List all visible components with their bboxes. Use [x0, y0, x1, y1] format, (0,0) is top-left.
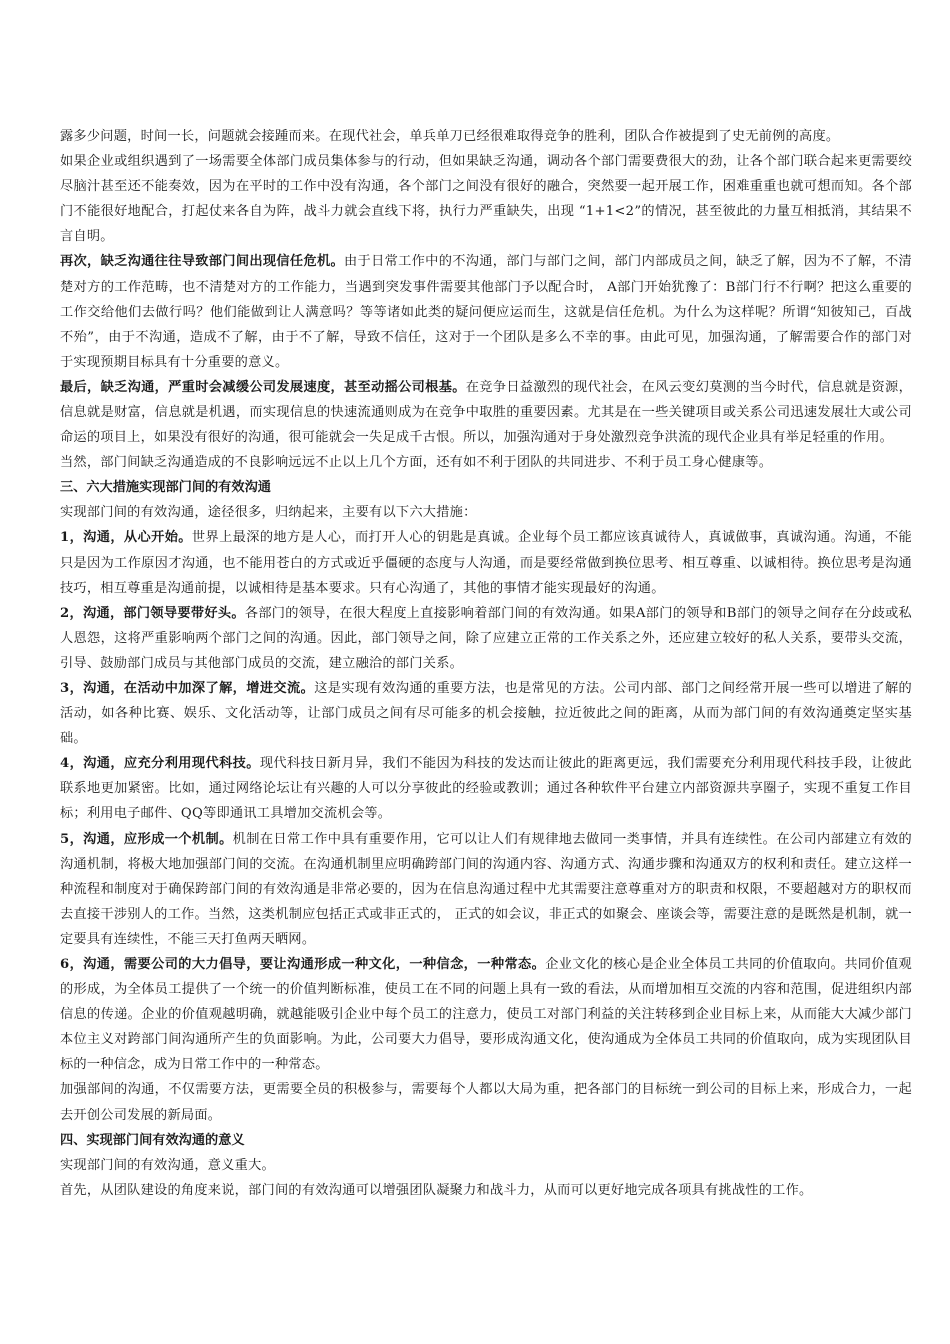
paragraph-joint-action: 如果企业或组织遇到了一场需要全体部门成员集体参与的行动，但如果缺乏沟通，调动各个部门需要费很大的劲，让各个部门联合起来更需要绞尽脑汁甚至还不能奏效，因为在平时的工作中没有沟通，各个部门之间没有很好的融合，突然要一起开展工作，困难重重也就可想而知。各个部门不能很好地配合，打起仗来各自为阵，战斗力就会直线下将，执行力严重缺失，出现 “1+1<2”的情况，甚至彼此的力量互相抵消，其结果不言自明。 — [60, 154, 912, 245]
paragraph-body: 在竞争日益激烈的现代社会，在风云变幻莫测的当今时代，信息就是资源，信息就是财富，信息就是机遇，而实现信息的快速流通则成为在竞争中取胜的重要因素。尤其是在一些关键项目或关系公司迅速发展壮大或公司命运的项目上，如果没有很好的沟通，很可能就会一失足成千古恨。所以，加强沟通对于身处激烈竞争洪流的现代企业具有举足轻重的作用。 — [60, 379, 913, 446]
measure-body: 各部门的领导，在很大程度上直接影响着部门间的有效沟通。如果A部门的领导和B部门的领导之间存在分歧或私人恩怨，这将严重影响两个部门之间的沟通。因此，部门领导之间，除了应建立正常的工作关系之外，还应建立较好的私人关系，要带头交流，引导、鼓励部门成员与其他部门成员的交流，建立融洽的部门关系。 — [60, 605, 912, 671]
measure-item-2 — [60, 601, 912, 676]
measure-body: 世界上最深的地方是人心，而打开人心的钥匙是真诚。企业每个员工都应该真诚待人，真诚做事，真诚沟通。沟通，不能只是因为工作原因才沟通，也不能用苍白的方式或近乎僵硬的态度与人沟通，而是要经常做到换位思考、相互尊重、以诚相待。换位思考是沟通技巧，相互尊重是沟通前提，以诚相待是基本要求。只有心沟通了，其他的事情才能实现最好的沟通。 — [60, 530, 912, 596]
section-heading-six-measures: 三、六大措施实现部门间的有效沟通 — [60, 480, 271, 496]
paragraph-teamwork: 露多少问题，时间一长，问题就会接踵而来。在现代社会，单兵单刀已经很难取得竞争的胜利，团队合作被提到了史无前例的高度。 — [60, 129, 840, 144]
paragraph-lead: 再次，缺乏沟通往往导致部门间出现信任危机。 — [60, 254, 345, 270]
paragraph-body: 由于日常工作中的不沟通，部门与部门之间，部门内部成员之间，缺乏了解，因为不了解，不清楚对方的工作范畴，也不清楚对方的工作能力，当遇到突发事件需要其他部门予以配合时， A部门开始犹豫了：B部门行不行啊？把这么重要的工作交给他们去做行吗？他们能做到让人满意吗？等等诸如此类的疑问便应运而生，这就是信任危机。为什么为这样呢？所谓“知彼知己，百战不殆”，由于不沟通，造成不了解，由于不了解，导致不信任，这对于一个团队是多么不幸的事。由此可见，加强沟通，了解需要合作的部门对于实现预期目标具有十分重要的意义。 — [60, 254, 912, 370]
paragraph-lead: 最后，缺乏沟通，严重时会减缓公司发展速度，甚至动摇公司根基。 — [60, 379, 466, 395]
measure-item-5 — [60, 827, 912, 952]
measure-body: 企业文化的核心是企业全体员工共同的价值取向。共同价值观的形成，为全体员工提供了一个统一的价值判断标准，使员工在不同的问题上具有一致的看法，从而增加相互交流的内容和范围，促进组织内部信息的传递。企业的价值观越明确，就越能吸引企业中每个员工的注意力，使员工对部门利益的关注转移到企业目标上来，从而能大大减少部门本位主义对跨部门间沟通所产生的负面影响。为此，公司要大力倡导，要形成沟通文化，使沟通成为全体员工共同的价值取向，成为实现团队目标的一种信念，成为日常工作中的一种常态。 — [60, 957, 912, 1073]
section-heading-significance: 四、实现部门间有效沟通的意义 — [60, 1132, 245, 1148]
paragraph-trust-crisis — [60, 249, 912, 374]
measure-lead: 6，沟通，需要公司的大力倡导，要让沟通形成一种文化，一种信念，一种常态。 — [60, 957, 546, 972]
measure-lead: 2，沟通，部门领导要带好头。 — [60, 605, 245, 621]
paragraph-other-effects: 当然，部门间缺乏沟通造成的不良影响远远不止以上几个方面，还有如不利于团队的共同进步、不利于员工身心健康等。 — [60, 455, 773, 471]
measure-body: 这是实现有效沟通的重要方法，也是常见的方法。公司内部、部门之间经常开展一些可以增进了解的活动，如各种比赛、娱乐、文化活动等，让部门成员之间有尽可能多的机会接触，拉近彼此之间的距离，从而为部门间的有效沟通奠定坚实基础。 — [60, 680, 912, 747]
measure-body: 现代科技日新月异，我们不能因为科技的发达而让彼此的距离更远，我们需要充分利用现代科技手段，让彼此联系地更加紧密。比如，通过网络论坛让有兴趣的人可以分享彼此的经验或教训；通过各种软件平台建立内部资源共享圈子，实现不重复工作目标；利用电子邮件、QQ等即通讯工具增加交流机会等。 — [60, 756, 912, 822]
paragraph-team-building: 首先，从团队建设的角度来说，部门间的有效沟通可以增强团队凝聚力和战斗力，从而可以更好地完成各项具有挑战性的工作。 — [60, 1182, 813, 1198]
measure-item-3 — [60, 676, 912, 751]
measure-lead: 4，沟通，应充分利用现代科技。 — [60, 756, 260, 772]
paragraph-slow-development — [60, 375, 912, 450]
measure-item-4 — [60, 751, 912, 826]
measure-lead: 1，沟通，从心开始。 — [60, 530, 192, 546]
measure-item-6 — [60, 952, 912, 1077]
paragraph-significance-intro: 实现部门间的有效沟通，意义重大。 — [60, 1157, 275, 1173]
measure-lead: 3，沟通，在活动中加深了解，增进交流。 — [60, 680, 315, 696]
paragraph-measures-intro: 实现部门间的有效沟通，途径很多，归纳起来，主要有以下六大措施： — [60, 505, 477, 521]
measure-lead: 5，沟通，应形成一个机制。 — [60, 831, 233, 847]
paragraph-conclusion: 加强部间的沟通，不仅需要方法，更需要全员的积极参与，需要每个人都以大局为重，把各部门的目标统一到公司的目标上来，形成合力，一起去开创公司发展的新局面。 — [60, 1082, 912, 1123]
measure-item-1 — [60, 525, 912, 600]
measure-body: 机制在日常工作中具有重要作用，它可以让人们有规律地去做同一类事情，并具有连续性。在公司内部建立有效的沟通机制，将极大地加强部门间的交流。在沟通机制里应明确跨部门间的沟通内容、沟通方式、沟通步骤和沟通双方的权利和责任。建立这样一种流程和制度对于确保跨部门间的有效沟通是非常必要的，因为在信息沟通过程中尤其需要注意尊重对方的职责和权限，不要超越对方的职权而去直接干涉别人的工作。当然，这类机制应包括正式或非正式的， 正式的如会议，非正式的如聚会、座谈会等，需要注意的是既然是机制，就一定要具有连续性，不能三天打鱼两天晒网。 — [60, 831, 912, 947]
